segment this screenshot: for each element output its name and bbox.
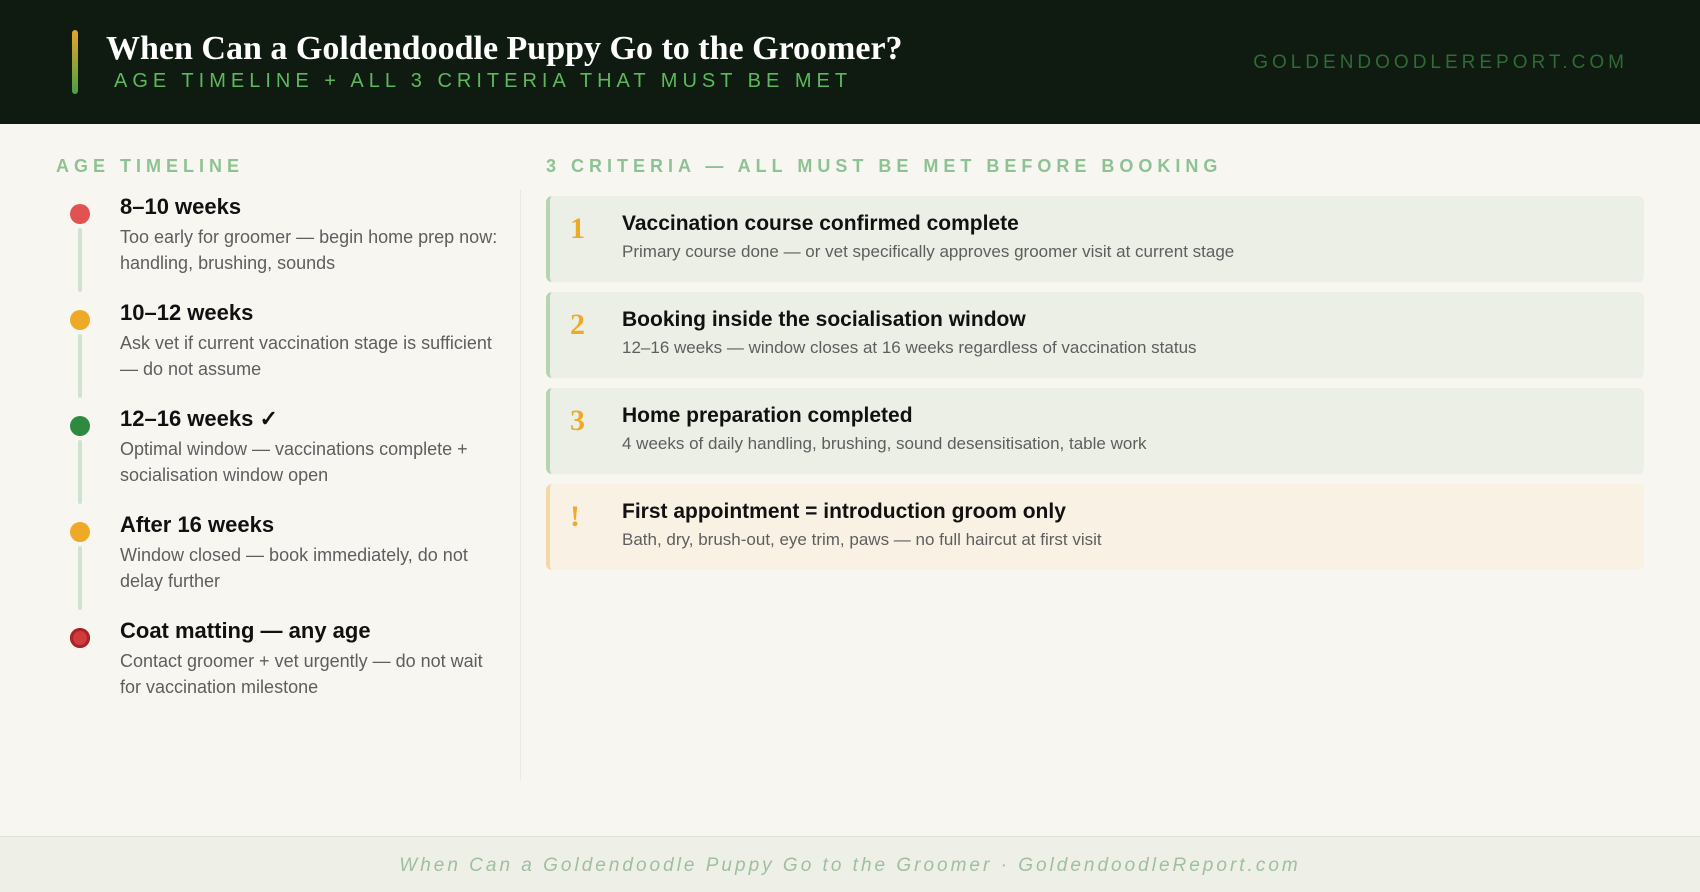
status-dot-icon — [70, 522, 90, 542]
timeline-item-label: 12–16 weeks ✓ — [120, 406, 278, 431]
status-dot-icon — [70, 628, 90, 648]
timeline-item — [56, 192, 496, 298]
criteria-number: 3 — [570, 404, 585, 437]
warning-card — [546, 484, 1644, 570]
timeline-connector — [78, 546, 82, 610]
timeline-item-desc: Ask vet if current vaccination stage is sufficient — do not assume — [120, 333, 492, 379]
site-name: GOLDENDOODLEREPORT.COM — [1253, 52, 1628, 73]
criteria-card — [546, 292, 1644, 378]
timeline-item-desc: Contact groomer + vet urgently — do not wait for vaccination milestone — [120, 651, 483, 697]
timeline-item-label: 8–10 weeks — [120, 194, 242, 219]
criteria-title: Vaccination course confirmed complete — [622, 212, 1019, 235]
timeline-item-desc: Optimal window — vaccinations complete + socialisation window open — [120, 439, 468, 485]
timeline-connector — [78, 228, 82, 292]
header — [0, 0, 1700, 124]
page-subtitle: AGE TIMELINE + ALL 3 CRITERIA THAT MUST BE MET — [114, 70, 853, 92]
timeline-item — [56, 404, 496, 510]
footer-text: When Can a Goldendoodle Puppy Go to the Groomer · GoldendoodleReport.com — [399, 855, 1301, 876]
criteria-heading: 3 CRITERIA — ALL MUST BE MET BEFORE BOOKING — [546, 156, 1223, 176]
header-accent-bar — [72, 30, 78, 94]
age-timeline — [56, 192, 496, 722]
criteria-number: 2 — [570, 308, 585, 341]
page-title: When Can a Goldendoodle Puppy Go to the Groomer? — [106, 30, 903, 67]
timeline-item-label: 10–12 weeks — [120, 300, 254, 325]
criteria-desc: 4 weeks of daily handling, brushing, sound desensitisation, table work — [622, 434, 1147, 453]
status-dot-icon — [70, 204, 90, 224]
criteria-card — [546, 196, 1644, 282]
timeline-item-label: Coat matting — any age — [120, 618, 371, 643]
timeline-item — [56, 510, 496, 616]
status-dot-icon — [70, 310, 90, 330]
timeline-connector — [78, 334, 82, 398]
timeline-item-label: After 16 weeks — [120, 512, 275, 537]
timeline-item — [56, 616, 496, 722]
timeline-item-desc: Window closed — book immediately, do not delay further — [120, 545, 468, 591]
timeline-item — [56, 298, 496, 404]
criteria-card — [546, 388, 1644, 474]
exclamation-icon: ! — [570, 500, 580, 533]
timeline-connector — [78, 440, 82, 504]
status-dot-icon — [70, 416, 90, 436]
criteria-desc: Bath, dry, brush-out, eye trim, paws — no full haircut at first visit — [622, 530, 1102, 549]
criteria-title: Booking inside the socialisation window — [622, 308, 1026, 331]
footer — [0, 836, 1700, 892]
timeline-heading: AGE TIMELINE — [56, 156, 245, 176]
criteria-list — [546, 196, 1644, 580]
timeline-item-desc: Too early for groomer — begin home prep now: handling, brushing, sounds — [120, 227, 498, 273]
column-divider — [520, 190, 521, 780]
criteria-title: Home preparation completed — [622, 404, 913, 427]
criteria-desc: Primary course done — or vet specifically approves groomer visit at current stage — [622, 242, 1235, 261]
criteria-number: 1 — [570, 212, 585, 245]
criteria-desc: 12–16 weeks — window closes at 16 weeks regardless of vaccination status — [622, 338, 1197, 357]
criteria-title: First appointment = introduction groom only — [622, 500, 1066, 523]
